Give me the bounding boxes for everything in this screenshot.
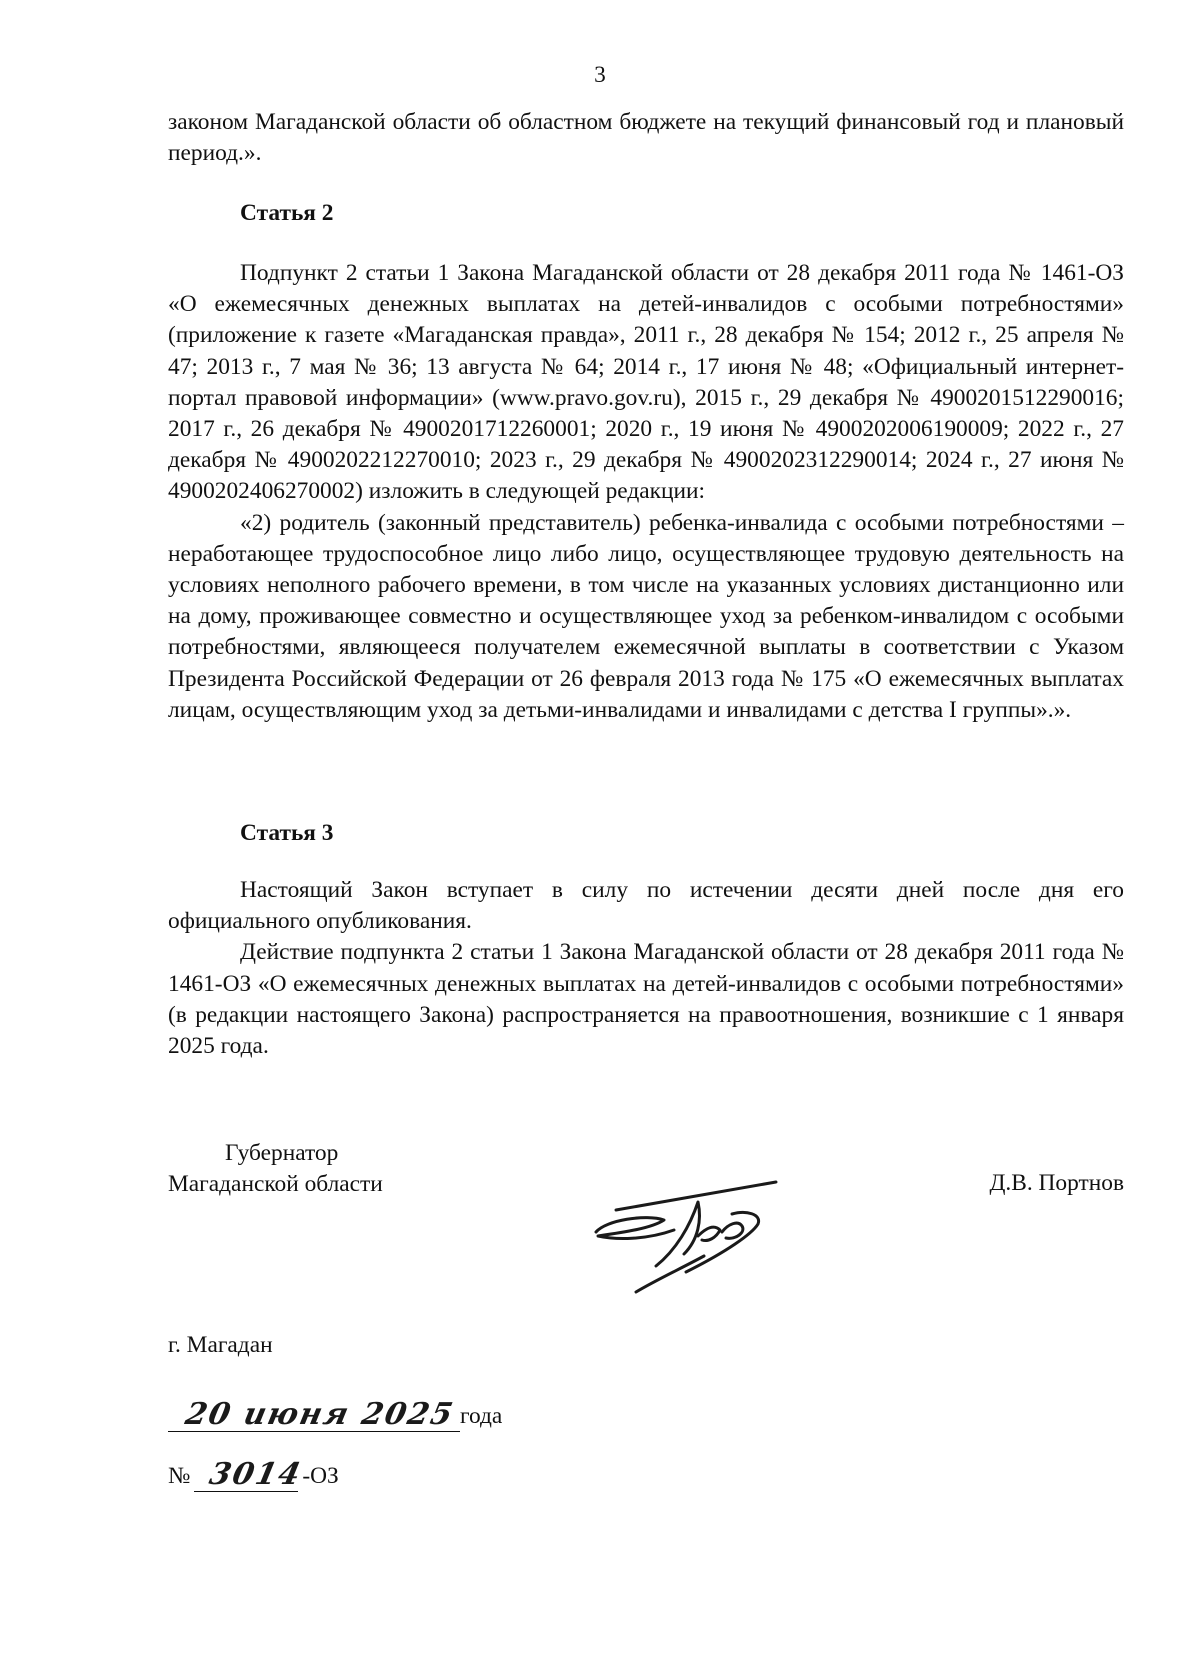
number-suffix: -ОЗ <box>302 1462 339 1489</box>
city: г. Магадан <box>168 1332 273 1358</box>
article-2-heading: Статья 2 <box>240 200 334 226</box>
date-suffix: года <box>460 1402 503 1429</box>
article-3-body <box>168 875 1124 1062</box>
handwritten-date: 20 июня 2025 <box>182 1396 458 1432</box>
intro-paragraph: законом Магаданской области об областном бюджете на текущий финансовый год и плановый период.». <box>168 109 1124 167</box>
signatory-name: Д.В. Портнов <box>989 1170 1124 1196</box>
article-2-paragraph-1: Подпункт 2 статьи 1 Закона Магаданской области от 28 декабря 2011 года № 1461-ОЗ «О ежемесячных денежных выплатах на детей-инвалидов с особыми потребностями» (приложение к газете «Магаданская правда», 2011 г., 28 декабря № 154; 2012 г., 25 апреля № 47; 2013 г., 7 мая № 36; 13 августа № 64; 2014 г., 17 июня № 48; «Официальный интернет-портал правовой информации» (www.pravo.gov.ru), 2015 г., 29 декабря № 4900201512290016; 2017 г., 26 декабря № 4900201712260001; 2020 г., 19 июня № 4900202006190009; 2022 г., 27 декабря № 4900202212270010; 2023 г., 29 декабря № 4900202312290014; 2024 г., 27 июня № 4900202406270002) изложить в следующей редакции: <box>168 260 1124 505</box>
article-3-paragraph-2: Действие подпункта 2 статьи 1 Закона Магаданской области от 28 декабря 2011 года № 1461-ОЗ «О ежемесячных денежных выплатах на детей-инвалидов с особыми потребностями» (в редакции настоящего Закона) распространяется на правоотношения, возникшие с 1 января 2025 года. <box>168 939 1124 1060</box>
article-3-heading: Статья 3 <box>240 820 334 846</box>
handwritten-signature <box>586 1180 796 1300</box>
number-prefix: № <box>168 1462 191 1489</box>
signatory-title-line-2: Магаданской области <box>168 1171 383 1198</box>
signatory-title-line-1: Губернатор <box>225 1140 339 1166</box>
law-number <box>168 1456 339 1492</box>
article-2-body <box>168 258 1124 726</box>
page-number: 3 <box>594 62 606 88</box>
article-2-paragraph-2: «2) родитель (законный представитель) ребенка-инвалида с особыми потребностями – неработающее трудоспособное лицо либо лицо, осуществляющее трудовую деятельность на условиях неполного рабочего времени, в том числе на указанных условиях дистанционно или на дому, проживающее совместно и осуществляющее уход за ребенком-инвалидом с особыми потребностями, являющееся получателем ежемесячной выплаты в соответствии с Указом Президента Российской Федерации от 26 февраля 2013 года № 175 «О ежемесячных выплатах лицам, осуществляющим уход за детьми-инвалидами и инвалидами с детства I группы».». <box>168 509 1124 723</box>
number-line <box>194 1456 306 1492</box>
article-3-paragraph-1: Настоящий Закон вступает в силу по истечении десяти дней после дня его официального опубликования. <box>168 877 1124 935</box>
signatory-title <box>168 1138 383 1200</box>
intro-block <box>168 107 1124 169</box>
handwritten-number: 3014 <box>206 1456 306 1492</box>
signing-date <box>168 1396 503 1440</box>
date-line <box>168 1396 460 1432</box>
